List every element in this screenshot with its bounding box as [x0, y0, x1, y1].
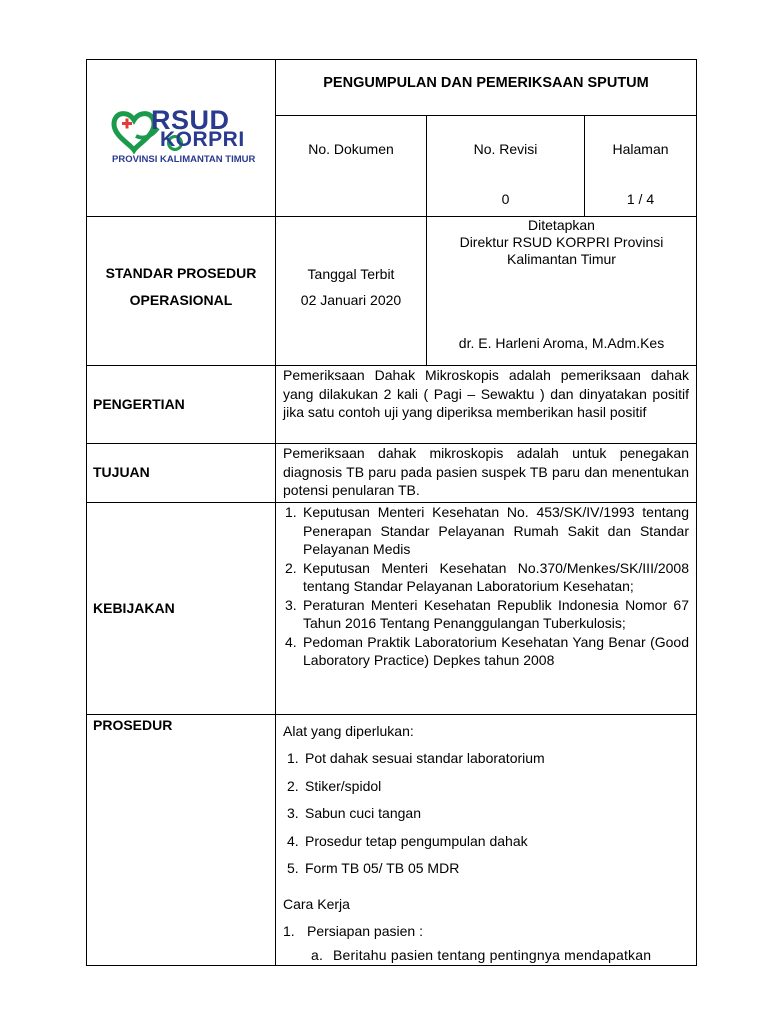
tool-item-4: 4. Prosedur tetap pengumpulan dahak — [287, 832, 528, 849]
revision-value: 0 — [501, 191, 510, 207]
tools-list — [287, 749, 687, 887]
kebijakan-list — [285, 503, 689, 670]
rsud-korpri-logo — [108, 105, 256, 172]
kebijakan-item-4: 4. Pedoman Praktik Laboratorium Kesehatan Yang Benar (Good Laboratory Practice) Depkes tahun 2008 — [285, 633, 689, 668]
approval-line1: Ditetapkan — [528, 217, 595, 233]
kebijakan-item-3: 3. Peraturan Menteri Kesehatan Republik Indonesia Nomor 67 Tahun 2016 Tentang Penanggulangan Tuberkulosis; — [285, 596, 689, 631]
logo-text-province: PROVINSI KALIMANTAN TIMUR — [112, 154, 256, 165]
logo-text-sub: KORPRI — [160, 128, 245, 151]
tool-item-2: 2. Stiker/spidol — [287, 777, 382, 794]
tool-item-1: 1. Pot dahak sesuai standar laboratorium — [287, 750, 545, 766]
tujuan-label: TUJUAN — [93, 464, 150, 480]
doc-no-label: No. Dokumen — [308, 141, 394, 157]
approval-line3: Kalimantan Timur — [507, 251, 616, 267]
revision-label: No. Revisi — [473, 141, 538, 157]
kebijakan-item-2: 2. Keputusan Menteri Kesehatan No.370/Menkes/SK/III/2008 tentang Standar Pelayanan Laboratorium Kesehatan; — [285, 559, 689, 594]
page-label: Halaman — [612, 141, 669, 157]
steps-heading: Cara Kerja — [283, 896, 350, 912]
tool-item-3: 3. Sabun cuci tangan — [287, 805, 421, 821]
approval-line2: Direktur RSUD KORPRI Provinsi — [459, 234, 664, 250]
document-title: PENGUMPULAN DAN PEMERIKSAAN SPUTUM — [323, 75, 649, 91]
tools-heading: Alat yang diperlukan: — [283, 723, 414, 739]
step-1a: a. Beritahu pasien tentang pentingnya mendapatkan — [311, 947, 652, 963]
prosedur-label-cell — [86, 714, 276, 966]
step-1: 1. Persiapan pasien : — [283, 923, 423, 939]
kebijakan-label: KEBIJAKAN — [93, 600, 175, 616]
tool-item-5: 5. Form TB 05/ TB 05 MDR — [287, 860, 460, 876]
issued-label: Tanggal Terbit — [307, 266, 395, 282]
sop-label-line2: OPERASIONAL — [129, 292, 233, 308]
signatory-name: dr. E. Harleni Aroma, M.Adm.Kes — [458, 335, 665, 351]
issued-date: 02 Januari 2020 — [300, 292, 402, 308]
header-docno-cell — [275, 115, 427, 217]
prosedur-label: PROSEDUR — [93, 717, 173, 733]
kebijakan-item-1: 1. Keputusan Menteri Kesehatan No. 453/SK/IV/1993 tentang Penerapan Standar Pelayanan Rumah Sakit dan Standar Pelayanan Medis — [285, 504, 689, 557]
tujuan-text: Pemeriksaan dahak mikroskopis adalah untuk penegakan diagnosis TB paru pada pasien suspek TB paru dan menentukan potensi penularan TB. — [283, 445, 689, 498]
sop-label-line1: STANDAR PROSEDUR — [105, 265, 257, 281]
page-value: 1 / 4 — [626, 191, 655, 207]
pengertian-label: PENGERTIAN — [93, 396, 185, 412]
logo-text-main: RSUD — [151, 105, 230, 135]
pengertian-text: Pemeriksaan Dahak Mikroskopis adalah pemeriksaan dahak yang dilakukan 2 kali ( Pagi – Sewaktu ) dan dinyatakan positif jika satu contoh uji yang diperiksa memberikan hasil positif — [283, 367, 689, 420]
